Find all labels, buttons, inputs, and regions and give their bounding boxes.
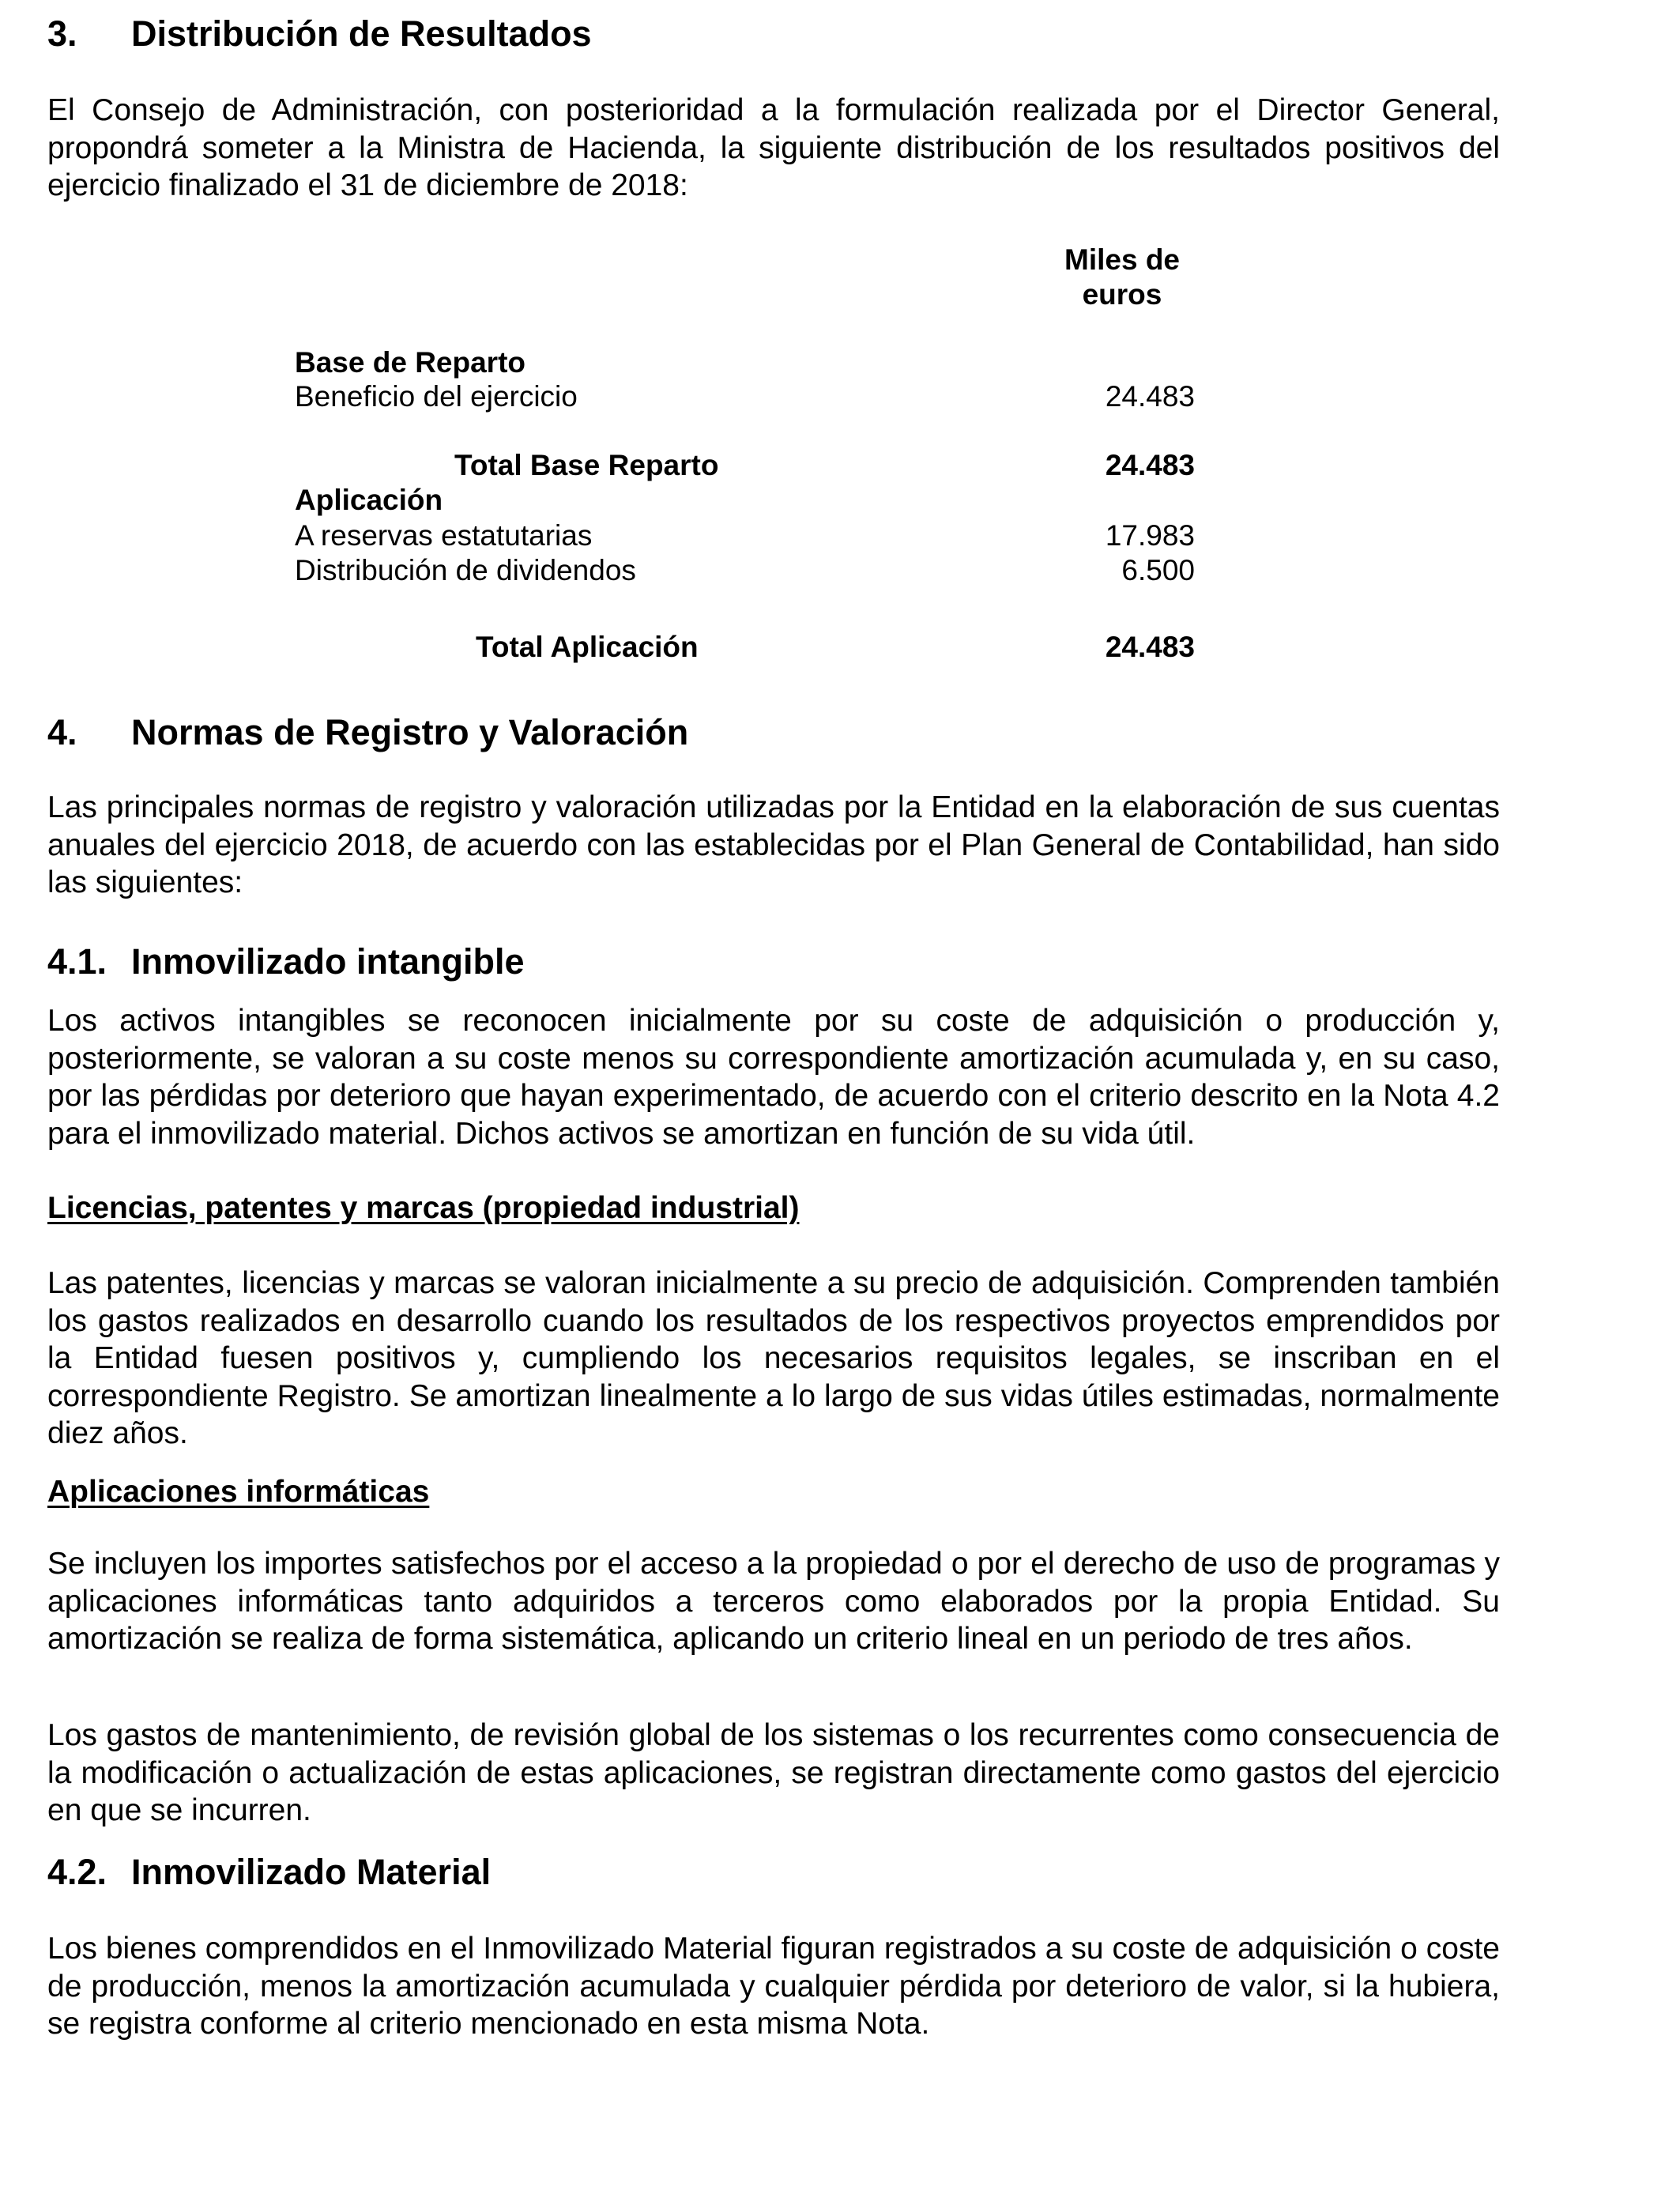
- unit-header-line2: euros: [1082, 278, 1162, 311]
- section-4-1-intro: Los activos intangibles se reconocen inicialmente por su coste de adquisición o producción y, posteriormente, se valoran a su coste menos su correspondiente amortización acumulada y, en su caso, por las pérdidas por deterioro que hayan experimentado, de acuerdo con el criterio descrito en la Nota 4.2 para el inmovilizado material. Dichos activos se amortizan en función de su vida útil.: [47, 1004, 1500, 1151]
- section-title: Inmovilizado Material: [131, 1852, 492, 1892]
- dividendos-label: Distribución de dividendos: [295, 554, 636, 586]
- section-title: Normas de Registro y Valoración: [131, 712, 689, 752]
- licencias-subheading: Licencias, patentes y marcas (propiedad industrial): [47, 1191, 800, 1225]
- dividendos-value: 6.500: [1121, 554, 1195, 586]
- section-title: Inmovilizado intangible: [131, 941, 525, 982]
- total-base-value: 24.483: [1105, 449, 1195, 481]
- section-4-intro: Las principales normas de registro y valoración utilizadas por la Entidad en la elaboración de sus cuentas anuales del ejercicio 2018, de acuerdo con las establecidas por el Plan General de Contabilidad, han sido las siguientes:: [47, 790, 1500, 899]
- section-title: Distribución de Resultados: [131, 13, 592, 54]
- section-number: 3.: [47, 13, 77, 54]
- section-number: 4.: [47, 712, 77, 752]
- aplicaciones-text-2: Los gastos de mantenimiento, de revisión global de los sistemas o los recurrentes como consecuencia de la modificación o actualización de estas aplicaciones, se registran directamente como gastos del ejercicio en que se incurren.: [47, 1718, 1500, 1827]
- beneficio-value: 24.483: [1105, 380, 1195, 413]
- aplicaciones-subheading: Aplicaciones informáticas: [47, 1475, 430, 1509]
- total-base-label: Total Base Reparto: [454, 449, 719, 481]
- section-4-2-intro: Los bienes comprendidos en el Inmovilizado Material figuran registrados a su coste de adquisición o coste de producción, menos la amortización acumulada y cualquier pérdida por deterioro de valor, si la hubiera, se registra conforme al criterio mencionado en esta misma Nota.: [47, 1932, 1500, 2041]
- beneficio-label: Beneficio del ejercicio: [295, 380, 578, 413]
- section-number: 4.2.: [47, 1852, 107, 1892]
- unit-header-line1: Miles de: [1064, 243, 1180, 276]
- section-number: 4.1.: [47, 941, 107, 982]
- base-reparto-heading: Base de Reparto: [295, 346, 525, 379]
- reservas-label: A reservas estatutarias: [295, 519, 593, 552]
- aplicacion-heading: Aplicación: [295, 484, 443, 516]
- licencias-text: Las patentes, licencias y marcas se valoran inicialmente a su precio de adquisición. Comprenden también los gastos realizados en desarrollo cuando los resultados de los respectivos proyectos emprendidos por la Entidad fuesen positivos y, cumpliendo los necesarios requisitos legales, se inscriban en el correspondiente Registro. Se amortizan linealmente a lo largo de sus vidas útiles estimadas, normalmente diez años.: [47, 1266, 1500, 1450]
- aplicaciones-text-1: Se incluyen los importes satisfechos por el acceso a la propiedad o por el derecho de uso de programas y aplicaciones informáticas tanto adquiridos a terceros como elaborados por la propia Entidad. Su amortización se realiza de forma sistemática, aplicando un criterio lineal en un periodo de tres años.: [47, 1547, 1500, 1656]
- section-3-intro: El Consejo de Administración, con posterioridad a la formulación realizada por el Director General, propondrá someter a la Ministra de Hacienda, la siguiente distribución de los resultados positivos del ejercicio finalizado el 31 de diciembre de 2018:: [47, 93, 1500, 202]
- total-aplicacion-value: 24.483: [1105, 631, 1195, 663]
- reservas-value: 17.983: [1105, 519, 1195, 552]
- total-aplicacion-label: Total Aplicación: [476, 631, 699, 663]
